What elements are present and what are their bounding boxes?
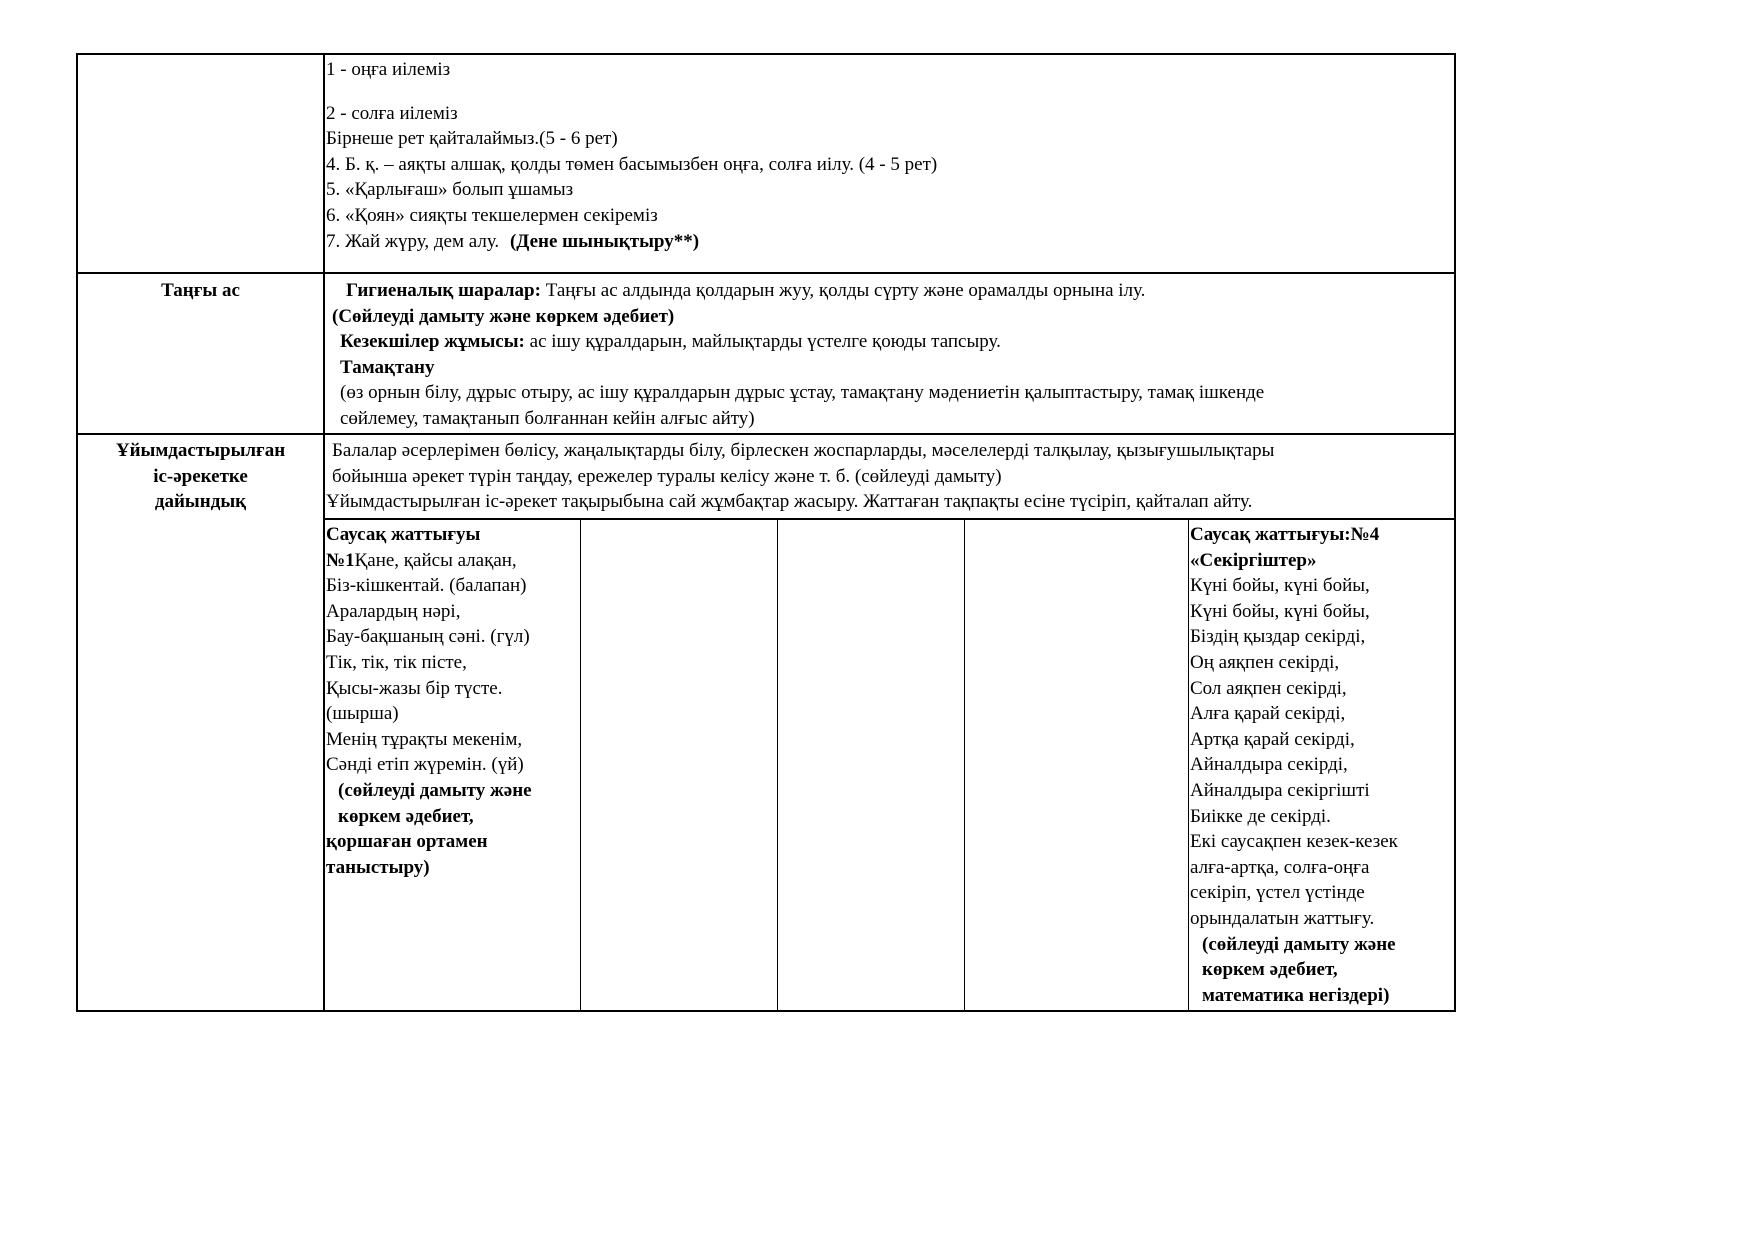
exercise4-verse-line: Алға қарай секірді, (1190, 703, 1346, 725)
day-column-divider-1 (580, 518, 581, 1012)
label-column-divider (323, 53, 325, 1012)
row-divider-3 (323, 518, 1456, 520)
finger-exercise-4-cell (1190, 522, 1452, 1008)
table-border-left (76, 53, 78, 1012)
eating-text-1: (өз орнын білу, дұрыс отыру, ас ішу құралдарын дұрыс ұстау, тамақтану мәдениетін қалыптастыру, тамақ ішкенде (340, 382, 1265, 404)
eating-label: Тамақтану (340, 356, 435, 378)
exercise4-verse-line: Сол аяқпен секірді, (1190, 677, 1347, 699)
exercise1-tag-line: қоршаған ортамен (326, 831, 488, 853)
exercise1-title-line-2 (326, 548, 578, 574)
exercise4-verse-line: Айналдыра секірді, (1190, 754, 1348, 776)
physical-education-tag: (Дене шынықтыру**) (509, 230, 700, 252)
exercise4-title: Саусақ жаттығуы:№4 (1190, 524, 1380, 545)
exercise4-verse-line: Екі саусақпен кезек-кезек (1190, 831, 1398, 853)
table-border-top (76, 53, 1456, 55)
exercise-step-2: 2 - солға иілеміз (326, 102, 458, 124)
exercise1-tag-line: таныстыру) (326, 856, 430, 878)
exercise4-verse-line: Күні бойы, күні бойы, (1190, 600, 1370, 622)
exercise1-verse-line: Тік, тік, тік пісте, (326, 651, 467, 673)
exercise4-verse-line: Айналдыра секіргішті (1190, 779, 1370, 801)
table-border-right (1454, 53, 1456, 1012)
exercise1-verse-line: Біз-кішкентай. (балапан) (326, 575, 527, 597)
day-column-divider-2 (777, 518, 778, 1012)
empty-day-cell-4 (967, 522, 1186, 1008)
exercise1-verse-line: (шырша) (326, 703, 399, 725)
speech-development-tag: (Сөйлеуді дамыту және көркем әдебиет) (332, 305, 675, 327)
preparation-text-1: Балалар әсерлерімен бөлісу, жаңалықтарды білу, бірлескен жоспарларды, мәселелерді талқылау, қызығушылықтары (332, 440, 1275, 461)
finger-exercise-1-cell (326, 522, 578, 880)
day-column-divider-3 (964, 518, 965, 1012)
exercise1-verse-line: Аралардың нәрі, (326, 600, 461, 622)
exercise-step-7-text: 7. Жай жүру, дем алу. (326, 230, 504, 252)
exercise4-verse-line: Күні бойы, күні бойы, (1190, 575, 1370, 597)
exercise1-verse-line: Қысы-жазы бір түсте. (326, 677, 503, 699)
preparation-label-3: дайындық (154, 491, 247, 513)
preparation-label-2: іс-әрекетке (153, 465, 248, 487)
exercise-repeat: Бірнеше рет қайталаймыз.(5 - 6 рет) (326, 128, 618, 150)
day-column-divider-4 (1188, 518, 1189, 1012)
preparation-text-3: Ұйымдастырылған іс-әрекет тақырыбына сай жұмбақтар жасыру. Жаттаған тақпақты есіне түсіріп, қайталап айту. (326, 491, 1253, 513)
row3-label-cell (78, 438, 323, 515)
exercise4-subtitle: «Секіргіштер» (1190, 549, 1317, 571)
exercise4-verse-line: орындалатын жаттығу. (1190, 907, 1375, 929)
exercise1-title: Саусақ жаттығуы (326, 524, 481, 545)
exercise-step-7 (326, 229, 1451, 255)
hygiene-line (326, 278, 1451, 304)
hygiene-text: Таңғы ас алдында қолдарын жуу, қолды сүрту және орамалды орнына ілу. (540, 280, 1146, 301)
duty-label: Кезекшілер жұмысы: (340, 331, 525, 353)
exercise1-verse-line: Менің тұрақты мекенім, (326, 728, 523, 750)
exercise1-verse-line: Бау-бақшаның сәні. (гүл) (326, 626, 530, 648)
exercise4-verse-line: алға-артқа, солға-оңға (1190, 856, 1370, 878)
exercise1-first-verse: Қане, қайсы алақан, (354, 549, 517, 571)
row-divider-2 (76, 433, 1456, 435)
exercise4-verse-line: Артқа қарай секірді, (1190, 728, 1355, 750)
exercise1-number: №1 (326, 549, 355, 571)
exercise4-tag-line: (сөйлеуді дамыту және (1202, 933, 1396, 955)
empty-day-cell-2 (583, 522, 775, 1008)
exercise4-tag-line: көркем әдебиет, (1202, 959, 1338, 981)
exercise1-verse-line: Сәнді етіп жүремін. (үй) (326, 754, 524, 776)
empty-day-cell-3 (780, 522, 962, 1008)
duty-text: ас ішу құралдарын, майлықтарды үстелге қоюды тапсыру. (524, 331, 1001, 353)
row2-content-cell (326, 278, 1451, 432)
row1-content-cell (326, 57, 1451, 254)
exercise-step-4: 4. Б. қ. – аяқты алшақ, қолды төмен басымызбен оңға, солға иілу. (4 - 5 рет) (326, 153, 938, 175)
exercise4-verse-line: Біздің қыздар секірді, (1190, 626, 1366, 648)
preparation-text-2: бойынша әрекет түрін таңдау, ережелер туралы келісу және т. б. (сөйлеуді дамыту) (332, 465, 1002, 487)
exercise4-verse-line: Биікке де секірді. (1190, 805, 1331, 827)
exercise4-verse-line: секіріп, үстел үстінде (1190, 882, 1365, 904)
preparation-label-1: Ұйымдастырылған (115, 440, 286, 461)
breakfast-label: Таңғы ас (161, 280, 240, 301)
exercise4-tag-line: математика негіздері) (1202, 984, 1390, 1006)
row2-label-cell (78, 278, 323, 304)
exercise-step-6: 6. «Қоян» сияқты текшелермен секіреміз (326, 204, 658, 226)
exercise-step-1: 1 - оңға иілеміз (326, 59, 451, 80)
exercise4-verse-line: Оң аяқпен секірді, (1190, 651, 1340, 673)
eating-text-2: сөйлемеу, тамақтанып болғаннан кейін алғыс айту) (340, 407, 755, 429)
duty-line (326, 329, 1451, 355)
exercise1-tag-line: (сөйлеуді дамыту және (338, 779, 532, 801)
row-divider-1 (76, 272, 1456, 274)
hygiene-label: Гигиеналық шаралар: (346, 280, 541, 301)
exercise-step-5: 5. «Қарлығаш» болып ұшамыз (326, 179, 574, 201)
row3-content-cell (326, 438, 1451, 515)
exercise1-tag-line: көркем әдебиет, (338, 805, 474, 827)
table-border-bottom (76, 1010, 1456, 1012)
